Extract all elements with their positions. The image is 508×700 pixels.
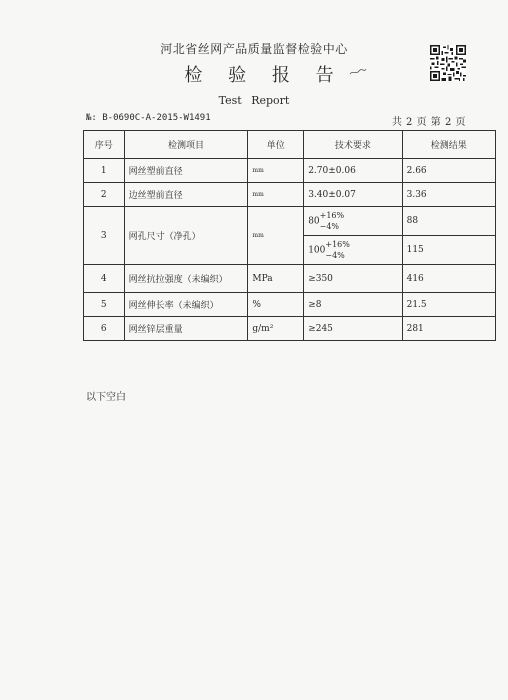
col-header-req: 技术要求 [304, 131, 402, 159]
cell-idx: 3 [84, 207, 125, 265]
report-title-en: Test Report [218, 94, 290, 107]
table-row [84, 183, 496, 207]
cell-idx: 2 [84, 183, 125, 207]
report-title: 检 验 报 告 [184, 65, 344, 86]
cell-result: 281 [402, 317, 495, 341]
cell-req [304, 236, 402, 265]
tolerance-plus: +16% [319, 211, 345, 220]
page-indicator: 共 2 页 第 2 页 [391, 117, 466, 128]
cell-result: 115 [402, 236, 495, 265]
cell-item: 边丝塑前直径 [124, 183, 248, 207]
results-table [83, 130, 496, 341]
table-row [84, 207, 496, 236]
blank-below-note: 以下空白 [86, 392, 126, 403]
cell-req [304, 207, 402, 236]
tolerance-range [320, 210, 344, 232]
table-row [84, 265, 496, 293]
tolerance-minus: −4% [325, 251, 345, 260]
report-number: №: B-0690C-A-2015-W1491 [86, 113, 211, 123]
cell-idx: 1 [84, 159, 125, 183]
cell-result: 2.66 [402, 159, 495, 183]
cell-idx: 5 [84, 293, 125, 317]
cell-unit: mm [248, 207, 304, 265]
cell-unit: mm [248, 159, 304, 183]
table-row [84, 293, 496, 317]
tolerance-range [325, 239, 349, 261]
col-header-unit: 单位 [248, 131, 304, 159]
tolerance-minus: −4% [319, 222, 340, 231]
org-name: 河北省丝网产品质量监督检验中心 [160, 42, 348, 56]
col-header-idx: 序号 [84, 131, 125, 159]
cell-result: 416 [402, 265, 495, 293]
cell-req: 2.70±0.06 [304, 159, 402, 183]
cell-item: 网丝塑前直径 [124, 159, 248, 183]
cell-idx: 6 [84, 317, 125, 341]
cell-req: ≥245 [304, 317, 402, 341]
cell-item: 网丝锌层重量 [124, 317, 248, 341]
col-header-result: 检测结果 [402, 131, 495, 159]
signature-mark [349, 68, 367, 76]
tolerance-plus: +16% [325, 240, 350, 249]
cell-item: 网丝伸长率（未编织） [124, 293, 248, 317]
table-row [84, 159, 496, 183]
cell-result: 3.36 [402, 183, 495, 207]
cell-unit: g/m² [248, 317, 304, 341]
cell-unit: MPa [248, 265, 304, 293]
cell-req: ≥350 [304, 265, 402, 293]
qr-code [430, 45, 466, 81]
table-row [84, 317, 496, 341]
table-header-row [84, 131, 496, 159]
tolerance-base: 100 [308, 245, 326, 256]
tolerance-base: 80 [308, 216, 320, 227]
cell-result: 88 [402, 207, 495, 236]
cell-unit: % [248, 293, 304, 317]
cell-req: 3.40±0.07 [304, 183, 402, 207]
cell-item: 网丝抗拉强度（未编织） [124, 265, 248, 293]
col-header-item: 检测项目 [124, 131, 248, 159]
cell-req: ≥8 [304, 293, 402, 317]
cell-result: 21.5 [402, 293, 495, 317]
cell-idx: 4 [84, 265, 125, 293]
cell-item: 网孔尺寸（净孔） [124, 207, 248, 265]
cell-unit: mm [248, 183, 304, 207]
